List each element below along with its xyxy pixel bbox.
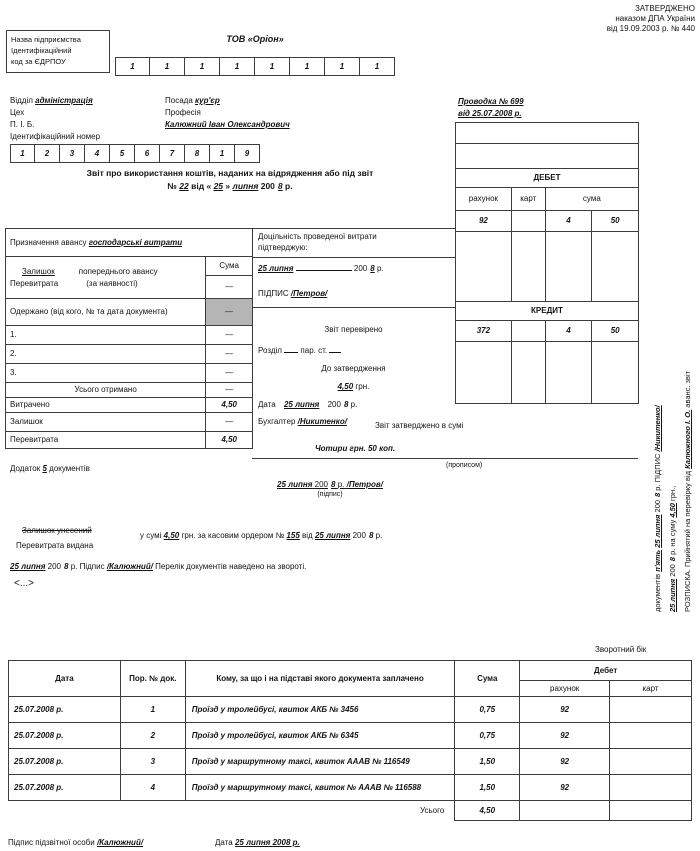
final-sign-value: /Калюжний/	[106, 562, 153, 571]
report-year-suffix: р.	[285, 181, 293, 191]
ledger-col-card: карт	[511, 188, 545, 211]
edrpou-digit: 1	[185, 57, 220, 76]
expense-row	[9, 775, 692, 801]
balance-contributed-text: Залишок унесений	[22, 526, 92, 535]
blank-line	[296, 263, 352, 271]
approval-block	[607, 4, 695, 34]
item3-label: 3.	[6, 364, 206, 383]
accountant-value: /Никитенко/	[297, 417, 347, 426]
fullname-label: П. І. Б.	[10, 120, 35, 129]
company-label-line1: Назва підприємства	[11, 35, 81, 44]
expense-date: 25.07.2008 р.	[9, 775, 121, 801]
receipt-intro: РОЗПИСКА. Прийнятий на перевірку від	[683, 471, 692, 612]
expense-row	[9, 749, 692, 775]
final-year-prefix: 200	[47, 562, 62, 571]
dept-value: адміністрація	[35, 96, 93, 105]
balance-value: —	[206, 413, 253, 432]
final-note: Перелік документів наведено на звороті.	[155, 562, 307, 571]
receipt-signature-label: р. ПІДПИС	[653, 453, 662, 491]
profession-label: Професія	[165, 108, 201, 117]
accountant-line	[258, 417, 347, 427]
shop-label: Цех	[10, 108, 25, 117]
sum-in-words: Чотири грн. 50 коп.	[315, 444, 396, 453]
receipt-line2	[665, 227, 680, 612]
debit-account-value: 92	[456, 211, 512, 232]
receipt-docs-count: п'ять	[653, 549, 662, 572]
report-close-bracket: »	[225, 181, 231, 191]
receipt-line3	[650, 227, 665, 612]
col-doc-header: Пор. № док.	[120, 661, 185, 697]
report-title-block	[5, 168, 455, 191]
report-no-value: 22	[179, 181, 189, 191]
ledger-empty-cell	[511, 342, 545, 404]
ledger-empty-cell	[456, 123, 639, 144]
ledger-empty-cell	[456, 342, 512, 404]
received-value: —	[206, 299, 253, 326]
expense-date: 25.07.2008 р.	[9, 749, 121, 775]
confirm-text: Доцільність проведеної витрати підтверджую:	[258, 232, 377, 252]
expense-desc: Проїзд у тролейбусі, квиток АКБ № 6345	[185, 723, 455, 749]
receipt-signature-value: /Никитенко/	[653, 405, 662, 452]
edrpou-digit: 1	[220, 57, 255, 76]
signature-caption: (підпис)	[317, 491, 343, 498]
balance-label: Залишок	[6, 413, 206, 432]
debit-sum-kop: 50	[592, 211, 639, 232]
expense-sum: 1,50	[455, 775, 520, 801]
blank-line	[284, 345, 298, 353]
col-card-header: карт	[610, 681, 692, 697]
footer-date-label: Дата	[215, 838, 233, 847]
balance-prev-line1	[10, 266, 202, 278]
item2-label: 2.	[6, 345, 206, 364]
receipt-line1	[680, 227, 695, 612]
received-label: Одержано (від кого, № та дата документа)	[6, 299, 206, 326]
cash-year-digit: 8	[368, 531, 374, 540]
ledger-col-account: рахунок	[456, 188, 512, 211]
blank-line	[329, 345, 341, 353]
item2-value: —	[206, 345, 253, 364]
confirm-year-prefix: 200	[353, 264, 368, 273]
id-digit: 1	[10, 144, 35, 163]
expense-account: 92	[520, 775, 610, 801]
ledger-empty-cell	[545, 232, 592, 302]
balance-prev-label2: попереднього авансу	[78, 266, 158, 276]
expense-num: 3	[120, 749, 185, 775]
idnumber-label: Ідентифікаційний номер	[10, 132, 101, 141]
approve-date-label: Дата	[258, 400, 276, 409]
petrov-sign-line	[255, 480, 405, 490]
position-value: кур'єр	[195, 96, 220, 105]
confirm-date-value: 25 липня	[258, 264, 294, 273]
receipt-year1-digit: 8	[668, 557, 677, 562]
signature-value: /Петров/	[290, 289, 328, 298]
cash-year-suffix: р.	[375, 531, 383, 540]
sign-date: 25 липня	[277, 480, 313, 489]
ledger-empty-cell	[456, 232, 512, 302]
footer-sign-value: /Калюжний/	[96, 838, 144, 847]
receipt-docs-label: документів	[653, 573, 662, 612]
confirm-date-line	[258, 263, 384, 274]
grid-line	[252, 307, 455, 308]
company-label-line3: код за ЄДРПОУ	[11, 57, 66, 66]
overspend-issued-text: Перевитрата видана	[16, 541, 94, 550]
ledger-table	[455, 122, 639, 404]
receipt-vertical	[650, 227, 698, 612]
section-label: Розділ	[258, 346, 282, 355]
approve-date-value: 25 липня	[283, 400, 320, 409]
cash-date-value: 25 липня	[314, 531, 351, 540]
id-digit: 7	[160, 144, 185, 163]
confirm-year-suffix: р.	[376, 264, 384, 273]
expense-desc: Проїзд у маршрутному таксі, квиток № АААВ № 116588	[185, 775, 455, 801]
report-title: Звіт про використання коштів, наданих на відрядження або під звіт	[86, 168, 374, 178]
back-table	[8, 660, 692, 821]
final-line	[10, 562, 306, 572]
expense-desc: Проїзд у тролейбусі, квиток АКБ № 3456	[185, 697, 455, 723]
col-debit-header: Дебет	[520, 661, 692, 681]
verified-text: Звіт перевірено	[324, 325, 383, 334]
approve-sum-suffix: грн.	[355, 382, 370, 391]
balance-prev-label1: Залишок	[22, 266, 55, 276]
dept-line	[10, 96, 93, 106]
total-received-value: —	[206, 383, 253, 398]
approve-year-prefix: 200	[327, 400, 341, 409]
attachment-suffix: документів	[49, 464, 90, 473]
sign-value: /Петров/	[346, 480, 383, 489]
id-digit: 6	[135, 144, 160, 163]
balance-prev-line2	[10, 278, 202, 290]
ledger-col-sum: сума	[545, 188, 638, 211]
cash-order-number: 155	[286, 531, 300, 540]
posting-line1: Проводка № 699	[458, 97, 524, 106]
col-sum-header: Сума	[455, 661, 520, 697]
final-year-digit: 8	[64, 562, 69, 571]
receipt-person-name: Калюжного І. О.	[683, 409, 692, 469]
company-label-box	[6, 30, 110, 73]
purpose-cell	[6, 229, 253, 257]
report-month: липня	[232, 181, 259, 191]
overspend-prev-label1: Перевитрата	[10, 278, 59, 288]
receipt-year2-prefix: 200	[653, 499, 662, 513]
total-received-label: Усього отримано	[6, 383, 206, 398]
position-label: Посада	[165, 96, 193, 105]
id-digit: 4	[85, 144, 110, 163]
id-digit: 9	[235, 144, 260, 163]
fullname-value: Калюжний Іван Олександрович	[165, 120, 290, 129]
purpose-value: господарські витрати	[88, 237, 183, 247]
id-digit: 5	[110, 144, 135, 163]
approved-in-sum-text: Звіт затверджено в сумі	[375, 421, 464, 430]
cash-year-prefix: 200	[352, 531, 366, 540]
signature-label: ПІДПИС	[258, 289, 289, 298]
expense-date: 25.07.2008 р.	[9, 697, 121, 723]
idnumber-boxes	[10, 144, 260, 163]
credit-card-value	[511, 321, 545, 342]
ledger-empty-cell	[592, 342, 639, 404]
footer-signature	[8, 838, 143, 848]
section-line	[258, 345, 341, 356]
footer-date-value: 25 липня 2008 р.	[234, 838, 300, 847]
spent-label: Витрачено	[6, 398, 206, 413]
sign-year-suffix: р.	[337, 480, 345, 489]
expense-sum: 0,75	[455, 723, 520, 749]
overspend-label: Перевитрата	[6, 432, 206, 449]
back-side-note: Зворотний бік	[595, 645, 647, 654]
expense-account: 92	[520, 723, 610, 749]
report-number-line	[5, 181, 455, 191]
expense-num: 1	[120, 697, 185, 723]
id-digit: 8	[185, 144, 210, 163]
confirm-year-digit: 8	[370, 264, 375, 273]
expense-card	[610, 697, 692, 723]
receipt-sum-value: 4,50	[668, 503, 677, 518]
spent-value: 4,50	[206, 398, 253, 413]
item1-label: 1.	[6, 326, 206, 345]
credit-account-value: 372	[456, 321, 512, 342]
sign-year-digit: 8	[331, 480, 336, 489]
overspend-value: 4,50	[206, 432, 253, 449]
final-date-value: 25 липня	[10, 562, 46, 571]
balance-prev-value: —	[206, 276, 253, 299]
expense-account: 92	[520, 697, 610, 723]
purpose-label: Призначення авансу	[10, 237, 87, 247]
ledger-empty-cell	[511, 232, 545, 302]
sign-year-prefix: 200	[314, 480, 329, 489]
id-digit: 2	[35, 144, 60, 163]
receipt-sum-suffix: грн.,	[668, 485, 677, 501]
sum-header-cell: Сума	[206, 257, 253, 276]
item3-value: —	[206, 364, 253, 383]
receipt-intro-suffix: аванс. звіт	[683, 370, 692, 408]
advance-table	[5, 228, 253, 449]
cash-order-label: грн. за касовим ордером №	[181, 531, 285, 540]
grid-line	[252, 458, 638, 459]
expense-card	[610, 749, 692, 775]
receipt-date2: 25 липня	[653, 514, 662, 548]
dept-label: Відділ	[10, 96, 33, 105]
cash-sum-value: 4,50	[163, 531, 180, 540]
expense-card	[610, 723, 692, 749]
expense-num: 2	[120, 723, 185, 749]
posting-line2: від 25.07.2008 р.	[458, 109, 522, 118]
report-day: 25	[213, 181, 224, 191]
expense-num: 4	[120, 775, 185, 801]
expense-sum: 0,75	[455, 697, 520, 723]
expense-row	[9, 723, 692, 749]
expense-date: 25.07.2008 р.	[9, 723, 121, 749]
debit-sum-hrn: 4	[545, 211, 592, 232]
expense-account: 92	[520, 749, 610, 775]
cash-from-label: від	[302, 531, 313, 540]
edrpou-digit: 1	[290, 57, 325, 76]
col-account-header: рахунок	[520, 681, 610, 697]
ellipsis-mark: <...>	[14, 578, 35, 589]
final-year-suffix: р. Підпис	[70, 562, 105, 571]
approval-line2: наказом ДПА України	[615, 14, 695, 23]
grid-line	[252, 257, 455, 258]
receipt-sum-label: р. на суму	[668, 519, 677, 555]
report-no-label: №	[167, 181, 177, 191]
report-year-digit: 8	[277, 181, 283, 191]
expense-card	[610, 775, 692, 801]
petrov-signature-line	[258, 289, 327, 299]
col-desc-header: Кому, за що і на підставі якого документа заплачено	[185, 661, 455, 697]
id-digit: 1	[210, 144, 235, 163]
accountant-label: Бухгалтер	[258, 417, 296, 426]
item1-value: —	[206, 326, 253, 345]
edrpou-digit: 1	[150, 57, 185, 76]
expense-desc: Проїзд у маршрутному таксі, квиток АААВ № 116549	[185, 749, 455, 775]
total-label: Усього	[419, 805, 445, 815]
expense-row	[9, 697, 692, 723]
approve-year-digit: 8	[343, 400, 349, 409]
position-line	[165, 96, 220, 106]
expense-sum: 1,50	[455, 749, 520, 775]
cash-order-line	[140, 531, 382, 541]
total-card-cell	[610, 801, 692, 821]
report-from-label: від «	[191, 181, 212, 191]
ledger-empty-cell	[592, 232, 639, 302]
approve-sum-line	[252, 382, 455, 392]
to-approve-text: До затвердження	[321, 364, 386, 373]
receipt-date1: 25 липня	[668, 578, 677, 612]
propysom-caption: (прописом)	[446, 462, 483, 469]
company-name: ТОВ «Оріон»	[226, 34, 284, 44]
attachment-count: 5	[42, 464, 47, 473]
credit-sum-hrn: 4	[545, 321, 592, 342]
balance-prev-cell	[6, 257, 206, 299]
edrpou-boxes	[115, 57, 395, 76]
approve-year-suffix: р.	[350, 400, 358, 409]
approval-line3: від 19.09.2003 р. № 440	[606, 24, 695, 33]
attachment-label: Додаток	[10, 464, 41, 473]
overspend-prev-label2: (за наявності)	[86, 278, 138, 288]
edrpou-digit: 1	[360, 57, 395, 76]
receipt-year2-digit: 8	[653, 492, 662, 497]
company-label-line2: Ідентифікаційний	[11, 46, 72, 55]
approval-line1: ЗАТВЕРДЖЕНО	[634, 4, 695, 13]
debit-card-value	[511, 211, 545, 232]
section-par-label: пар. ст.	[300, 346, 328, 355]
col-date-header: Дата	[9, 661, 121, 697]
total-account-cell	[520, 801, 610, 821]
total-row	[9, 801, 692, 821]
petrov-sign-block	[255, 480, 405, 500]
approve-date-line	[258, 400, 357, 410]
ledger-empty-cell	[545, 342, 592, 404]
ledger-empty-cell	[456, 144, 639, 169]
footer-sign-label: Підпис підзвітної особи	[8, 838, 95, 847]
cash-sum-label: у сумі	[140, 531, 162, 540]
attachment-line	[10, 464, 90, 474]
edrpou-digit: 1	[115, 57, 150, 76]
posting-block	[458, 96, 524, 120]
id-digit: 3	[60, 144, 85, 163]
report-year-prefix: 200	[260, 181, 275, 191]
ledger-debit-title: ДЕБЕТ	[456, 169, 639, 188]
ledger-credit-title: КРЕДИТ	[456, 302, 639, 321]
footer-date	[215, 838, 300, 848]
edrpou-digit: 1	[255, 57, 290, 76]
edrpou-digit: 1	[325, 57, 360, 76]
receipt-year1-prefix: 200	[668, 564, 677, 577]
approve-sum-value: 4,50	[337, 382, 354, 391]
total-value: 4,50	[455, 801, 520, 821]
credit-sum-kop: 50	[592, 321, 639, 342]
